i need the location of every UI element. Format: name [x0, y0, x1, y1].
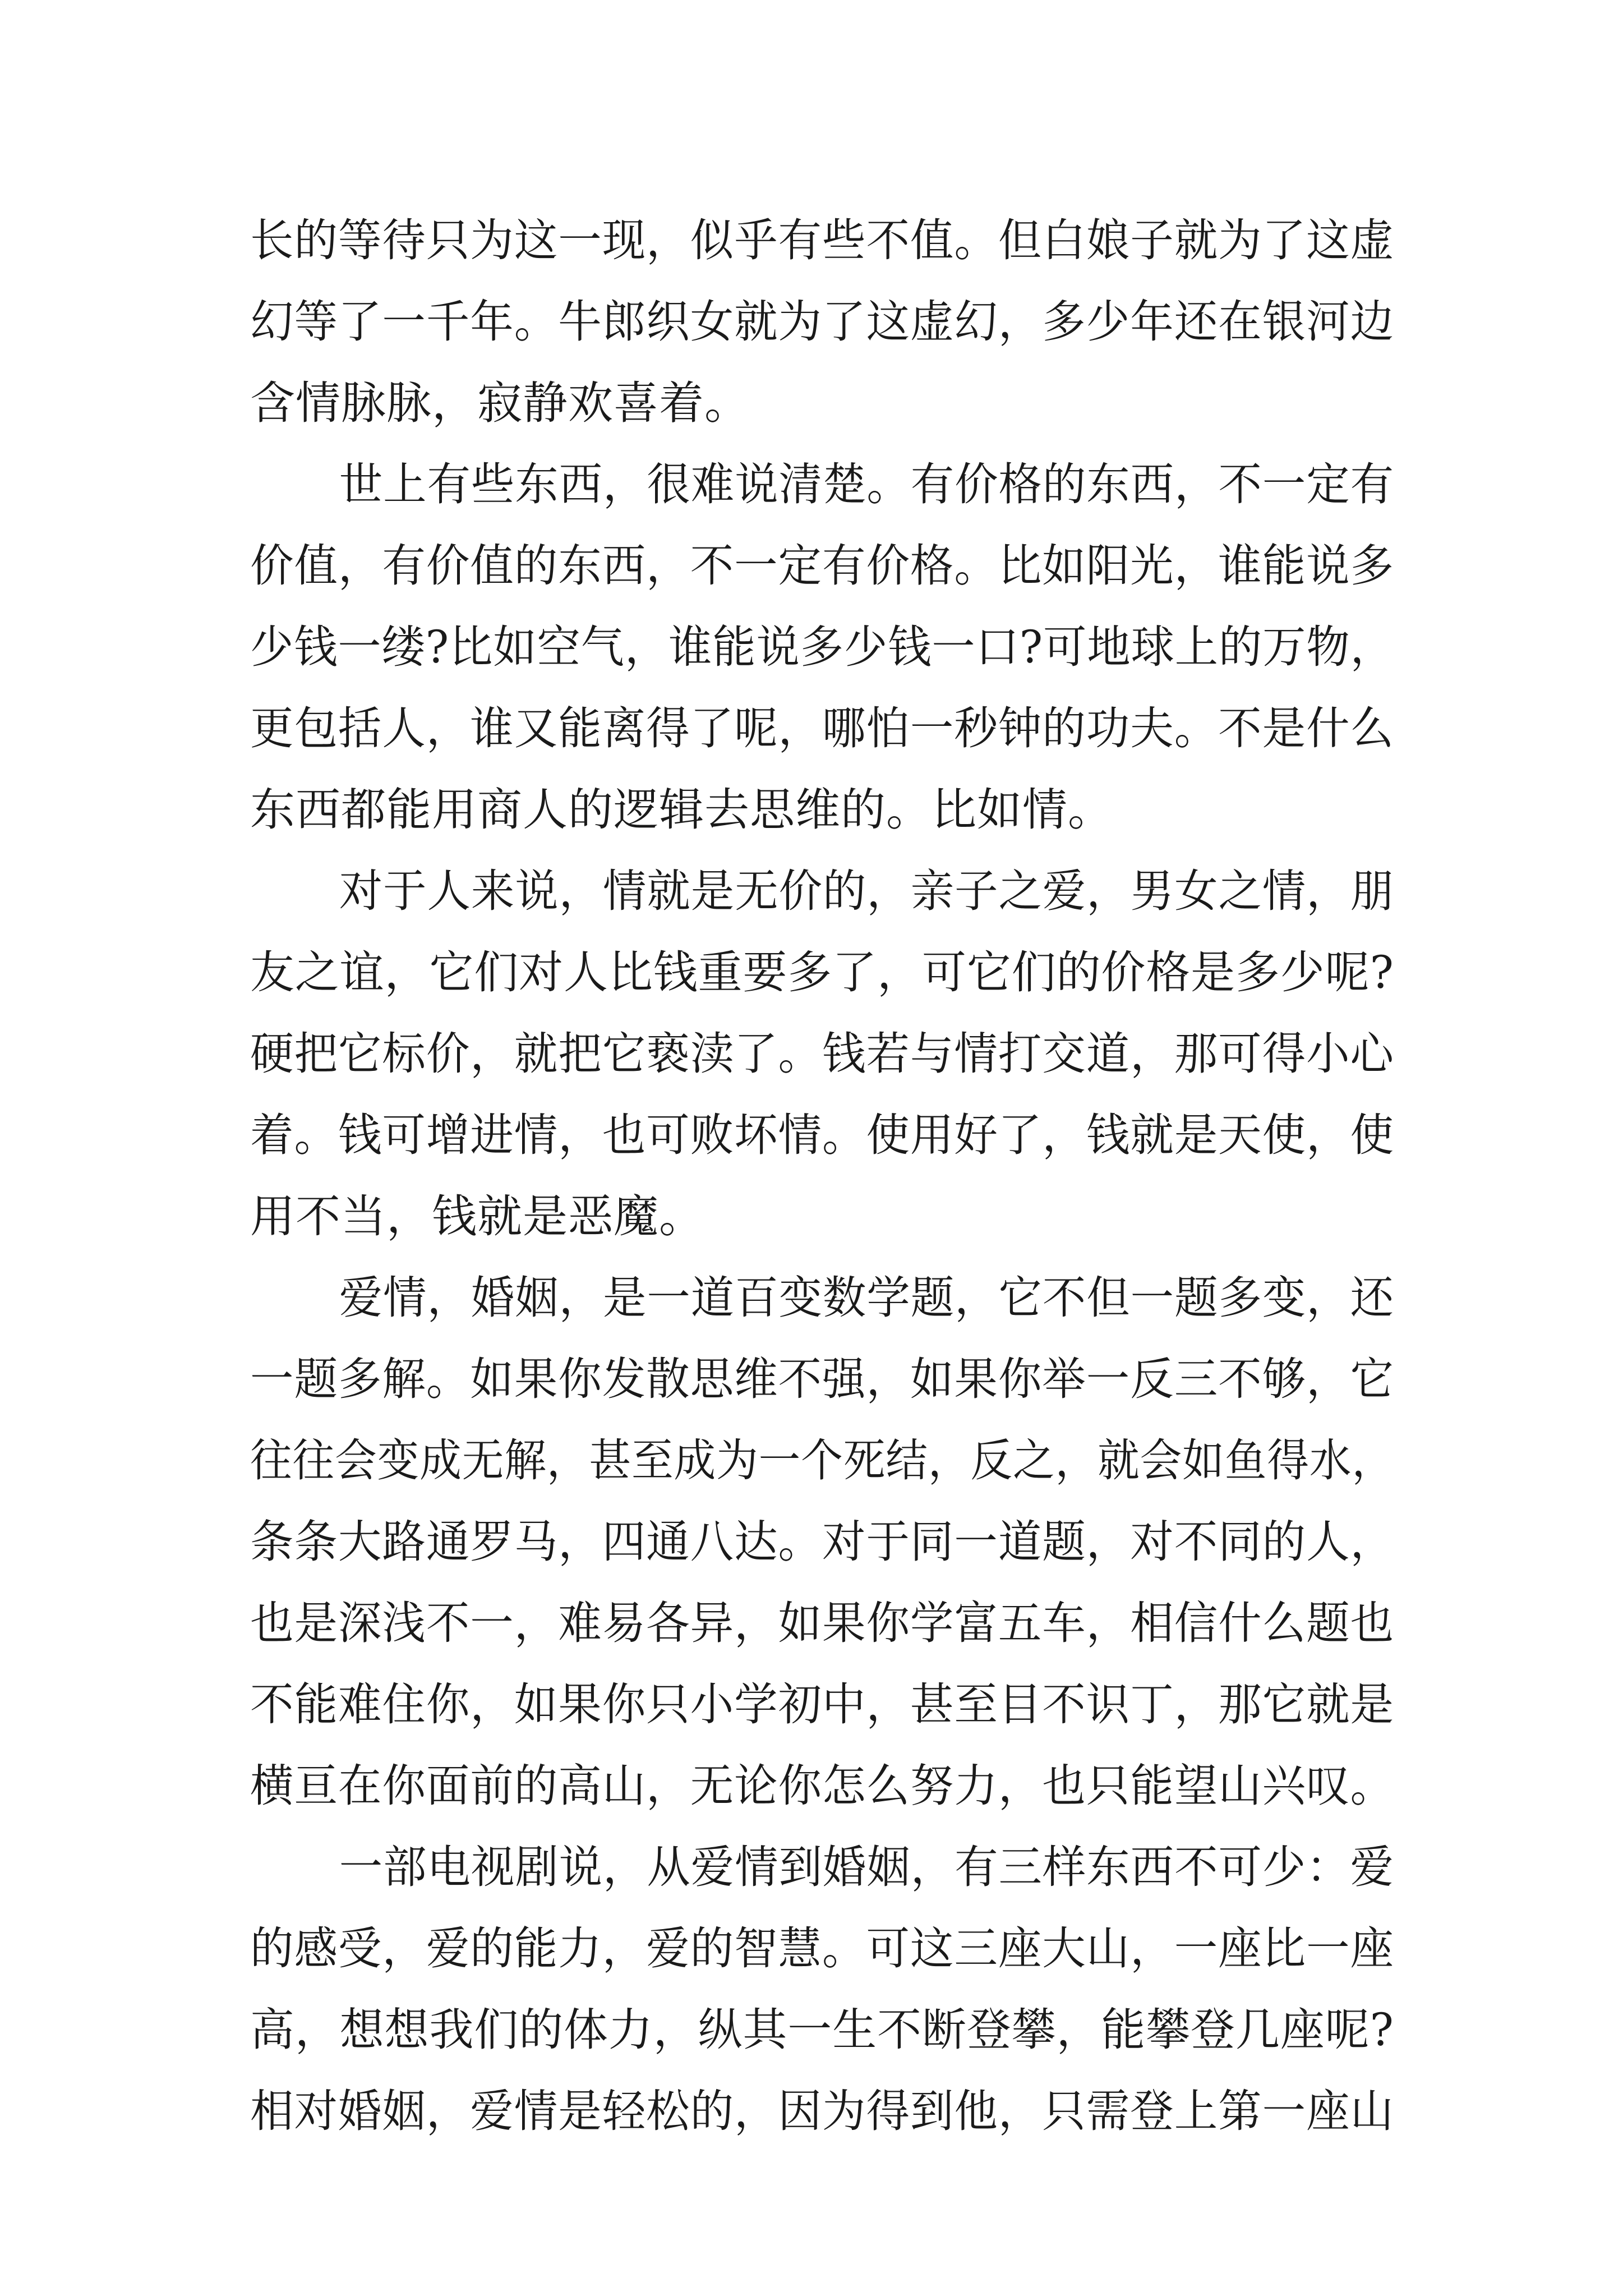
text-line: 硬把它标价，就把它亵渎了。钱若与情打交道，那可得小心: [250, 1028, 1394, 1080]
text-line: 一部电视剧说，从爱情到婚姻，有三样东西不可少：爱: [339, 1841, 1394, 1893]
text-line: 更包括人，谁又能离得了呢，哪怕一秒钟的功夫。不是什么: [250, 702, 1394, 754]
text-line: 也是深浅不一，难易各异，如果你学富五车，相信什么题也: [250, 1597, 1394, 1649]
text-line: 东西都能用商人的逻辑去思维的。比如情。: [250, 784, 1113, 836]
text-line: 高，想想我们的体力，纵其一生不断登攀，能攀登几座呢?: [250, 2004, 1394, 2056]
text-line: 价值，有价值的东西，不一定有价格。比如阳光，谁能说多: [250, 540, 1394, 592]
text-line: 相对婚姻，爱情是轻松的，因为得到他，只需登上第一座山: [250, 2085, 1394, 2137]
text-line: 少钱一缕?比如空气，谁能说多少钱一口?可地球上的万物，: [250, 621, 1394, 673]
text-line: 对于人来说，情就是无价的，亲子之爱，男女之情，朋: [339, 865, 1394, 917]
text-line: 着。钱可增进情，也可败坏情。使用好了，钱就是天使，使: [250, 1109, 1394, 1161]
text-line: 世上有些东西，很难说清楚。有价格的东西，不一定有: [339, 458, 1394, 510]
text-line: 不能难住你，如果你只小学初中，甚至目不识丁，那它就是: [250, 1678, 1394, 1731]
text-line: 爱情，婚姻，是一道百变数学题，它不但一题多变，还: [339, 1272, 1394, 1324]
text-line: 友之谊，它们对人比钱重要多了，可它们的价格是多少呢?: [250, 946, 1394, 999]
text-line: 用不当，钱就是恶魔。: [250, 1190, 704, 1243]
text-line: 长的等待只为这一现，似乎有些不值。但白娘子就为了这虚: [250, 214, 1394, 266]
body-text: [250, 200, 1394, 2152]
text-line: 横亘在你面前的高山，无论你怎么努力，也只能望山兴叹。: [250, 1760, 1394, 1812]
text-line: 往往会变成无解，甚至成为一个死结，反之，就会如鱼得水，: [250, 1434, 1394, 1487]
text-line: 含情脉脉，寂静欢喜着。: [250, 377, 750, 429]
text-line: 的感受，爱的能力，爱的智慧。可这三座大山，一座比一座: [250, 1922, 1394, 1975]
text-line: 条条大路通罗马，四通八达。对于同一道题，对不同的人，: [250, 1516, 1394, 1568]
text-line: 一题多解。如果你发散思维不强，如果你举一反三不够，它: [250, 1353, 1394, 1405]
text-line: 幻等了一千年。牛郎织女就为了这虚幻，多少年还在银河边: [250, 296, 1394, 348]
